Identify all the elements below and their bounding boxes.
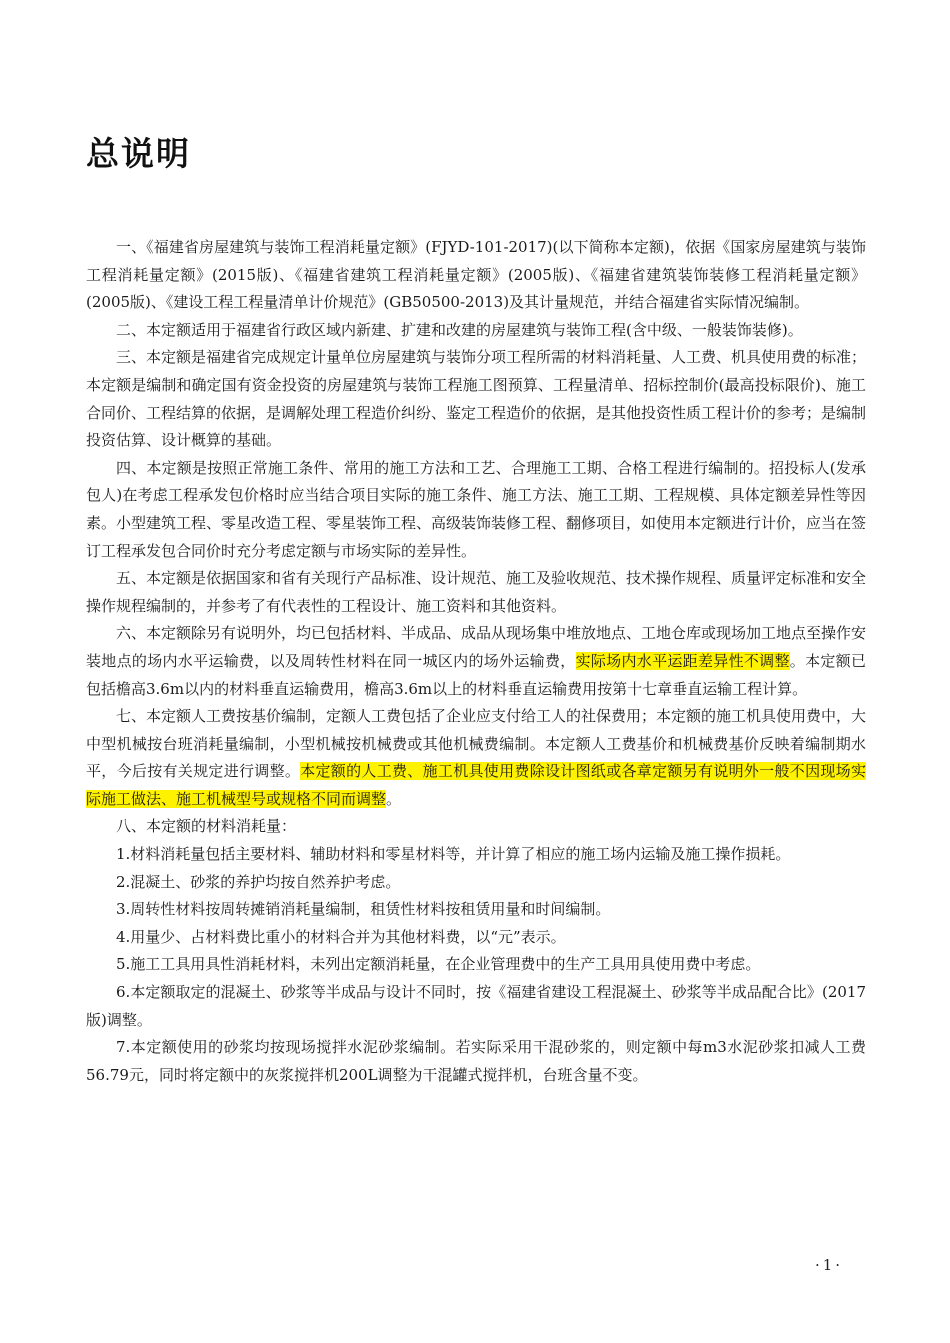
paragraph-6-text-b: 。本定额已包括檐高3.6m以内的材料垂直运输费用，檐高3.6m以上的材料垂直运输费用按第十七章垂直运输工程计算。 xyxy=(86,651,866,698)
paragraph-1: 一、《福建省房屋建筑与装饰工程消耗量定额》(FJYD-101-2017)(以下简称本定额)，依据《国家房屋建筑与装饰工程消耗量定额》(2015版)、《福建省建筑工程消耗量定额》(2005版)、《福建省建筑装饰装修工程消耗量定额》(2005版)、《建设工程工程量清单计价规范》(GB50500-2013)及其计量规范，并结合福建省实际情况编制。 xyxy=(86,238,866,312)
list-item-7: 7.本定额使用的砂浆均按现场搅拌水泥砂浆编制。若实际采用干混砂浆的，则定额中每m3水泥砂浆扣减人工费56.79元，同时将定额中的灰浆搅拌机200L调整为干混罐式搅拌机，台班含量不变。 xyxy=(86,1038,866,1084)
list-item-5: 5.施工工具用具性消耗材料，未列出定额消耗量，在企业管理费中的生产工具用具使用费中考虑。 xyxy=(116,955,761,974)
page-title: 总说明 xyxy=(86,134,191,173)
paragraph-3: 三、本定额是福建省完成规定计量单位房屋建筑与装饰分项工程所需的材料消耗量、人工费、机具使用费的标准；本定额是编制和确定国有资金投资的房屋建筑与装饰工程施工图预算、工程量清单、招标控制价(最高投标限价)、施工合同价、工程结算的依据，是调解处理工程造价纠纷、鉴定工程造价的依据，是其他投资性质工程计价的参考；是编制投资估算、设计概算的基础。 xyxy=(86,348,867,450)
list-item-4: 4.用量少、占材料费比重小的材料合并为其他材料费，以“元”表示。 xyxy=(116,927,566,946)
paragraph-5: 五、本定额是依据国家和省有关现行产品标准、设计规范、施工及验收规范、技术操作规程、质量评定标准和安全操作规程编制的，并参考了有代表性的工程设计、施工资料和其他资料。 xyxy=(86,569,867,615)
paragraph-8: 八、本定额的材料消耗量： xyxy=(116,817,297,836)
paragraph-4: 四、本定额是按照正常施工条件、常用的施工方法和工艺、合理施工工期、合格工程进行编制的。招投标人(发承包人)在考虑工程承发包价格时应当结合项目实际的施工条件、施工方法、施工工期、工程规模、具体定额差异性等因素。小型建筑工程、零星改造工程、零星装饰工程、高级装饰装修工程、翻修项目，如使用本定额进行计价，应当在签订工程承发包合同价时充分考虑定额与市场实际的差异性。 xyxy=(86,458,867,560)
paragraph-7-text-b: 。 xyxy=(386,789,402,808)
list-item-1: 1.材料消耗量包括主要材料、辅助材料和零星材料等，并计算了相应的施工场内运输及施工操作损耗。 xyxy=(116,845,791,864)
paragraph-6 xyxy=(86,620,866,703)
paragraph-7-text-a: 七、本定额人工费按基价编制，定额人工费包括了企业应支付给工人的社保费用；本定额的施工机具使用费中，大中型机械按台班消耗量编制，小型机械按机械费或其他机械费编制。本定额人工费基价和机械费基价反映着编制期水平，今后按有关规定进行调整。 xyxy=(86,707,867,781)
list-item-2: 2.混凝土、砂浆的养护均按自然养护考虑。 xyxy=(116,872,401,891)
document-body xyxy=(86,234,866,1089)
paragraph-7-highlight: 本定额的人工费、施工机具使用费除设计图纸或各章定额另有说明外一般不因现场实际施工做法、施工机械型号或规格不同而调整 xyxy=(86,762,866,808)
paragraph-7 xyxy=(86,703,866,813)
paragraph-2: 二、本定额适用于福建省行政区域内新建、扩建和改建的房屋建筑与装饰工程(含中级、一般装饰装修)。 xyxy=(116,320,803,339)
page-number: ·1· xyxy=(815,1256,844,1274)
paragraph-6-highlight: 实际场内水平运距差异性不调整 xyxy=(575,651,790,670)
paragraph-6-text-a: 六、本定额除另有说明外，均已包括材料、半成品、成品从现场集中堆放地点、工地仓库或现场加工地点至操作安装地点的场内水平运输费，以及周转性材料在同一城区内的场外运输费， xyxy=(86,624,867,670)
list-item-6: 6.本定额取定的混凝土、砂浆等半成品与设计不同时，按《福建省建设工程混凝土、砂浆等半成品配合比》(2017版)调整。 xyxy=(86,983,866,1029)
list-item-3: 3.周转性材料按周转摊销消耗量编制，租赁性材料按租赁用量和时间编制。 xyxy=(116,900,611,919)
